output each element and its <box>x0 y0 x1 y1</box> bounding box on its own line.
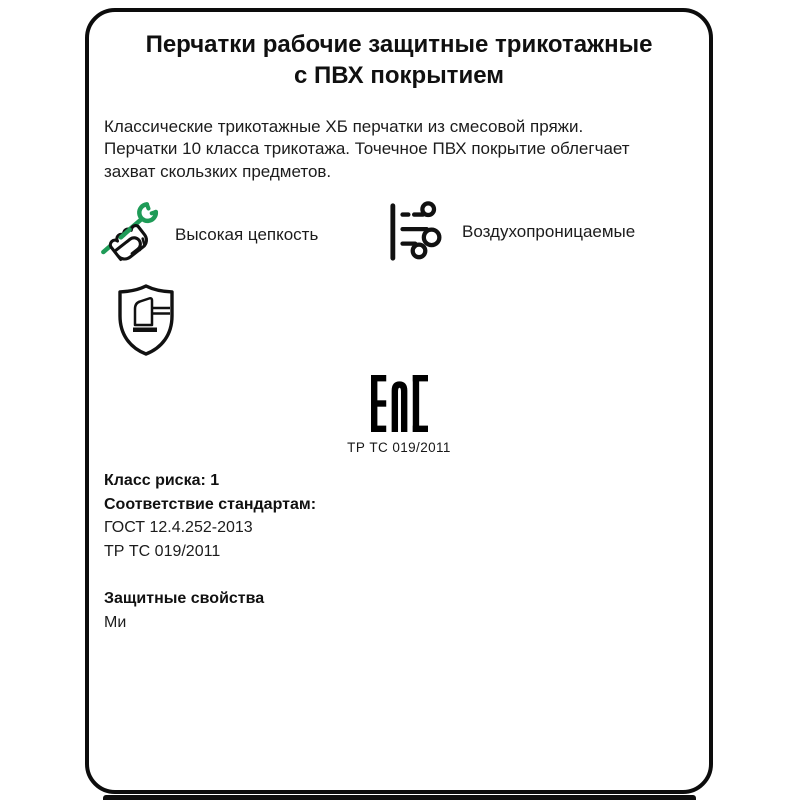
feature-breathable <box>388 201 635 263</box>
feature-grip-label: Высокая цепкость <box>175 225 319 244</box>
protective-properties-block <box>104 587 264 634</box>
mechanical-risks-shield-icon <box>112 282 180 358</box>
certification-block <box>89 375 709 455</box>
properties-value: Ми <box>104 613 127 631</box>
standard-item: ТР ТС 019/2011 <box>104 542 221 560</box>
eac-mark-icon <box>371 375 428 432</box>
properties-heading: Защитные свойства <box>104 590 265 607</box>
description-line: захват скользких предметов. <box>104 161 332 181</box>
description-line: Классические трикотажные ХБ перчатки из смесовой пряжи. <box>104 117 584 136</box>
standards-heading: Соответствие стандартам: <box>104 495 317 513</box>
feature-grip <box>97 200 318 270</box>
certification-regulation: ТР ТС 019/2011 <box>347 440 451 455</box>
standard-item: ГОСТ 12.4.252-2013 <box>104 519 253 536</box>
next-card-edge <box>103 795 696 800</box>
product-title-line1: Перчатки рабочие защитные трикотажные <box>145 31 653 58</box>
feature-air-label: Воздухопроницаемые <box>462 222 636 241</box>
product-description <box>104 116 630 183</box>
grip-wrench-icon <box>97 200 167 270</box>
description-line: Перчатки 10 класса трикотажа. Точечное ПВХ покрытие облегчает <box>104 139 630 159</box>
product-info-card <box>85 8 713 794</box>
product-info-block <box>104 469 316 563</box>
risk-class: Класс риска: 1 <box>104 472 220 489</box>
airflow-icon <box>388 201 450 263</box>
product-title <box>89 29 709 91</box>
product-title-line2: с ПВХ покрытием <box>294 62 504 89</box>
